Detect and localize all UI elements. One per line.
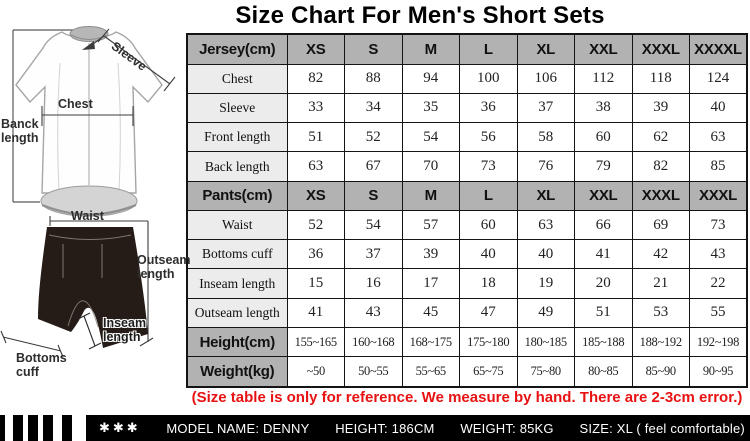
value-cell: 20 xyxy=(575,269,633,298)
value-cell: 53 xyxy=(632,298,690,327)
value-cell: 63 xyxy=(690,123,748,152)
table-row xyxy=(187,123,747,152)
row-label: Waist xyxy=(187,210,287,239)
value-cell: 47 xyxy=(460,298,518,327)
value-cell: 168~175 xyxy=(402,327,460,356)
size-header-cell: XXXL xyxy=(632,34,690,64)
value-cell: 16 xyxy=(345,269,403,298)
value-cell: 112 xyxy=(575,64,633,93)
value-cell: 90~95 xyxy=(690,357,748,387)
value-cell: 75~80 xyxy=(517,357,575,387)
model-weight: WEIGHT: 85KG xyxy=(460,420,554,436)
value-cell: 34 xyxy=(345,93,403,122)
value-cell: 60 xyxy=(575,123,633,152)
value-cell: 52 xyxy=(287,210,345,239)
size-header-cell: XXXL xyxy=(690,181,748,210)
value-cell: 79 xyxy=(575,152,633,181)
value-cell: 49 xyxy=(517,298,575,327)
value-cell: 39 xyxy=(632,93,690,122)
value-cell: 33 xyxy=(287,93,345,122)
table-row xyxy=(187,240,747,269)
table-row xyxy=(187,34,747,64)
table-row xyxy=(187,269,747,298)
value-cell: 51 xyxy=(575,298,633,327)
row-label: Weight(kg) xyxy=(187,357,287,387)
row-label: Outseam length xyxy=(187,298,287,327)
value-cell: 37 xyxy=(345,240,403,269)
size-header-cell: XL xyxy=(517,34,575,64)
value-cell: 175~180 xyxy=(460,327,518,356)
value-cell: 85~90 xyxy=(632,357,690,387)
value-cell: 124 xyxy=(690,64,748,93)
value-cell: 45 xyxy=(402,298,460,327)
waist-label: Waist xyxy=(71,209,104,223)
sleeve-label: Sleeve xyxy=(108,39,150,74)
value-cell: 36 xyxy=(287,240,345,269)
value-cell: 73 xyxy=(690,210,748,239)
value-cell: 43 xyxy=(690,240,748,269)
table-row xyxy=(187,357,747,387)
value-cell: 18 xyxy=(460,269,518,298)
size-header-cell: XXL xyxy=(575,34,633,64)
value-cell: 82 xyxy=(632,152,690,181)
value-cell: 106 xyxy=(517,64,575,93)
value-cell: 85 xyxy=(690,152,748,181)
value-cell: 40 xyxy=(690,93,748,122)
model-size: SIZE: XL ( feel comfortable) xyxy=(579,420,745,436)
value-cell: 80~85 xyxy=(575,357,633,387)
table-row xyxy=(187,93,747,122)
value-cell: 67 xyxy=(345,152,403,181)
value-cell: 70 xyxy=(402,152,460,181)
value-cell: 94 xyxy=(402,64,460,93)
barcode-bar xyxy=(13,415,23,441)
barcode-bar xyxy=(28,415,38,441)
value-cell: 37 xyxy=(517,93,575,122)
value-cell: 118 xyxy=(632,64,690,93)
value-cell: 38 xyxy=(575,93,633,122)
value-cell: 41 xyxy=(575,240,633,269)
table-row xyxy=(187,327,747,356)
barcode-decoration xyxy=(0,415,86,441)
size-header-cell: S xyxy=(345,34,403,64)
row-label: Sleeve xyxy=(187,93,287,122)
value-cell: 69 xyxy=(632,210,690,239)
table-row xyxy=(187,64,747,93)
value-cell: 76 xyxy=(517,152,575,181)
row-label: Back length xyxy=(187,152,287,181)
page-title: Size Chart For Men's Short Sets xyxy=(235,2,605,29)
value-cell: 57 xyxy=(402,210,460,239)
size-header-cell: S xyxy=(345,181,403,210)
value-cell: 42 xyxy=(632,240,690,269)
size-header-cell: XXXXL xyxy=(690,34,748,64)
value-cell: 21 xyxy=(632,269,690,298)
size-header-cell: XXL xyxy=(575,181,633,210)
table-row xyxy=(187,298,747,327)
size-header-cell: XS xyxy=(287,181,345,210)
value-cell: 40 xyxy=(517,240,575,269)
chest-label: Chest xyxy=(58,97,93,111)
value-cell: 180~185 xyxy=(517,327,575,356)
barcode-bar xyxy=(43,415,53,441)
size-header-cell: M xyxy=(402,34,460,64)
value-cell: 66 xyxy=(575,210,633,239)
value-cell: 62 xyxy=(632,123,690,152)
size-note: (Size table is only for reference. We measure by hand. There are 2-3cm error.) xyxy=(191,389,743,406)
value-cell: 63 xyxy=(517,210,575,239)
outseam-label: Outseam length xyxy=(137,253,191,282)
value-cell: 192~198 xyxy=(690,327,748,356)
value-cell: 15 xyxy=(287,269,345,298)
value-cell: 54 xyxy=(402,123,460,152)
size-header-cell: XXXL xyxy=(632,181,690,210)
barcode-bar xyxy=(62,415,72,441)
bottoms-cuff-label: Bottoms cuff xyxy=(16,351,67,380)
table-row xyxy=(187,181,747,210)
size-header-cell: XL xyxy=(517,181,575,210)
table-row xyxy=(187,210,747,239)
size-header-cell: M xyxy=(402,181,460,210)
value-cell: 188~192 xyxy=(632,327,690,356)
value-cell: 19 xyxy=(517,269,575,298)
value-cell: 82 xyxy=(287,64,345,93)
value-cell: 40 xyxy=(460,240,518,269)
value-cell: 54 xyxy=(345,210,403,239)
apparel-diagram xyxy=(0,25,191,405)
value-cell: 36 xyxy=(460,93,518,122)
model-name: MODEL NAME: DENNY xyxy=(166,420,310,436)
size-table-body xyxy=(187,34,747,387)
barcode-bar xyxy=(0,415,5,441)
model-info-bar xyxy=(86,415,750,441)
inseam-label: Inseam length xyxy=(103,316,147,345)
value-cell: 155~165 xyxy=(287,327,345,356)
row-label: Chest xyxy=(187,64,287,93)
value-cell: 52 xyxy=(345,123,403,152)
value-cell: 35 xyxy=(402,93,460,122)
value-cell: 63 xyxy=(287,152,345,181)
size-chart-table xyxy=(186,33,748,388)
stars-icon: ✱✱✱ xyxy=(99,420,141,436)
value-cell: 51 xyxy=(287,123,345,152)
value-cell: 55~65 xyxy=(402,357,460,387)
value-cell: 100 xyxy=(460,64,518,93)
value-cell: 160~168 xyxy=(345,327,403,356)
size-header-cell: L xyxy=(460,34,518,64)
row-label: Inseam length xyxy=(187,269,287,298)
value-cell: 88 xyxy=(345,64,403,93)
row-label: Jersey(cm) xyxy=(187,34,287,64)
table-row xyxy=(187,152,747,181)
value-cell: 39 xyxy=(402,240,460,269)
value-cell: 50~55 xyxy=(345,357,403,387)
value-cell: 73 xyxy=(460,152,518,181)
size-header-cell: XS xyxy=(287,34,345,64)
value-cell: 43 xyxy=(345,298,403,327)
back-length-label: Banck length xyxy=(1,117,39,146)
row-label: Pants(cm) xyxy=(187,181,287,210)
value-cell: 60 xyxy=(460,210,518,239)
value-cell: 55 xyxy=(690,298,748,327)
value-cell: 17 xyxy=(402,269,460,298)
value-cell: 41 xyxy=(287,298,345,327)
row-label: Front length xyxy=(187,123,287,152)
row-label: Height(cm) xyxy=(187,327,287,356)
value-cell: 65~75 xyxy=(460,357,518,387)
value-cell: 22 xyxy=(690,269,748,298)
value-cell: ~50 xyxy=(287,357,345,387)
row-label: Bottoms cuff xyxy=(187,240,287,269)
model-height: HEIGHT: 186CM xyxy=(335,420,435,436)
size-header-cell: L xyxy=(460,181,518,210)
value-cell: 185~188 xyxy=(575,327,633,356)
value-cell: 58 xyxy=(517,123,575,152)
value-cell: 56 xyxy=(460,123,518,152)
